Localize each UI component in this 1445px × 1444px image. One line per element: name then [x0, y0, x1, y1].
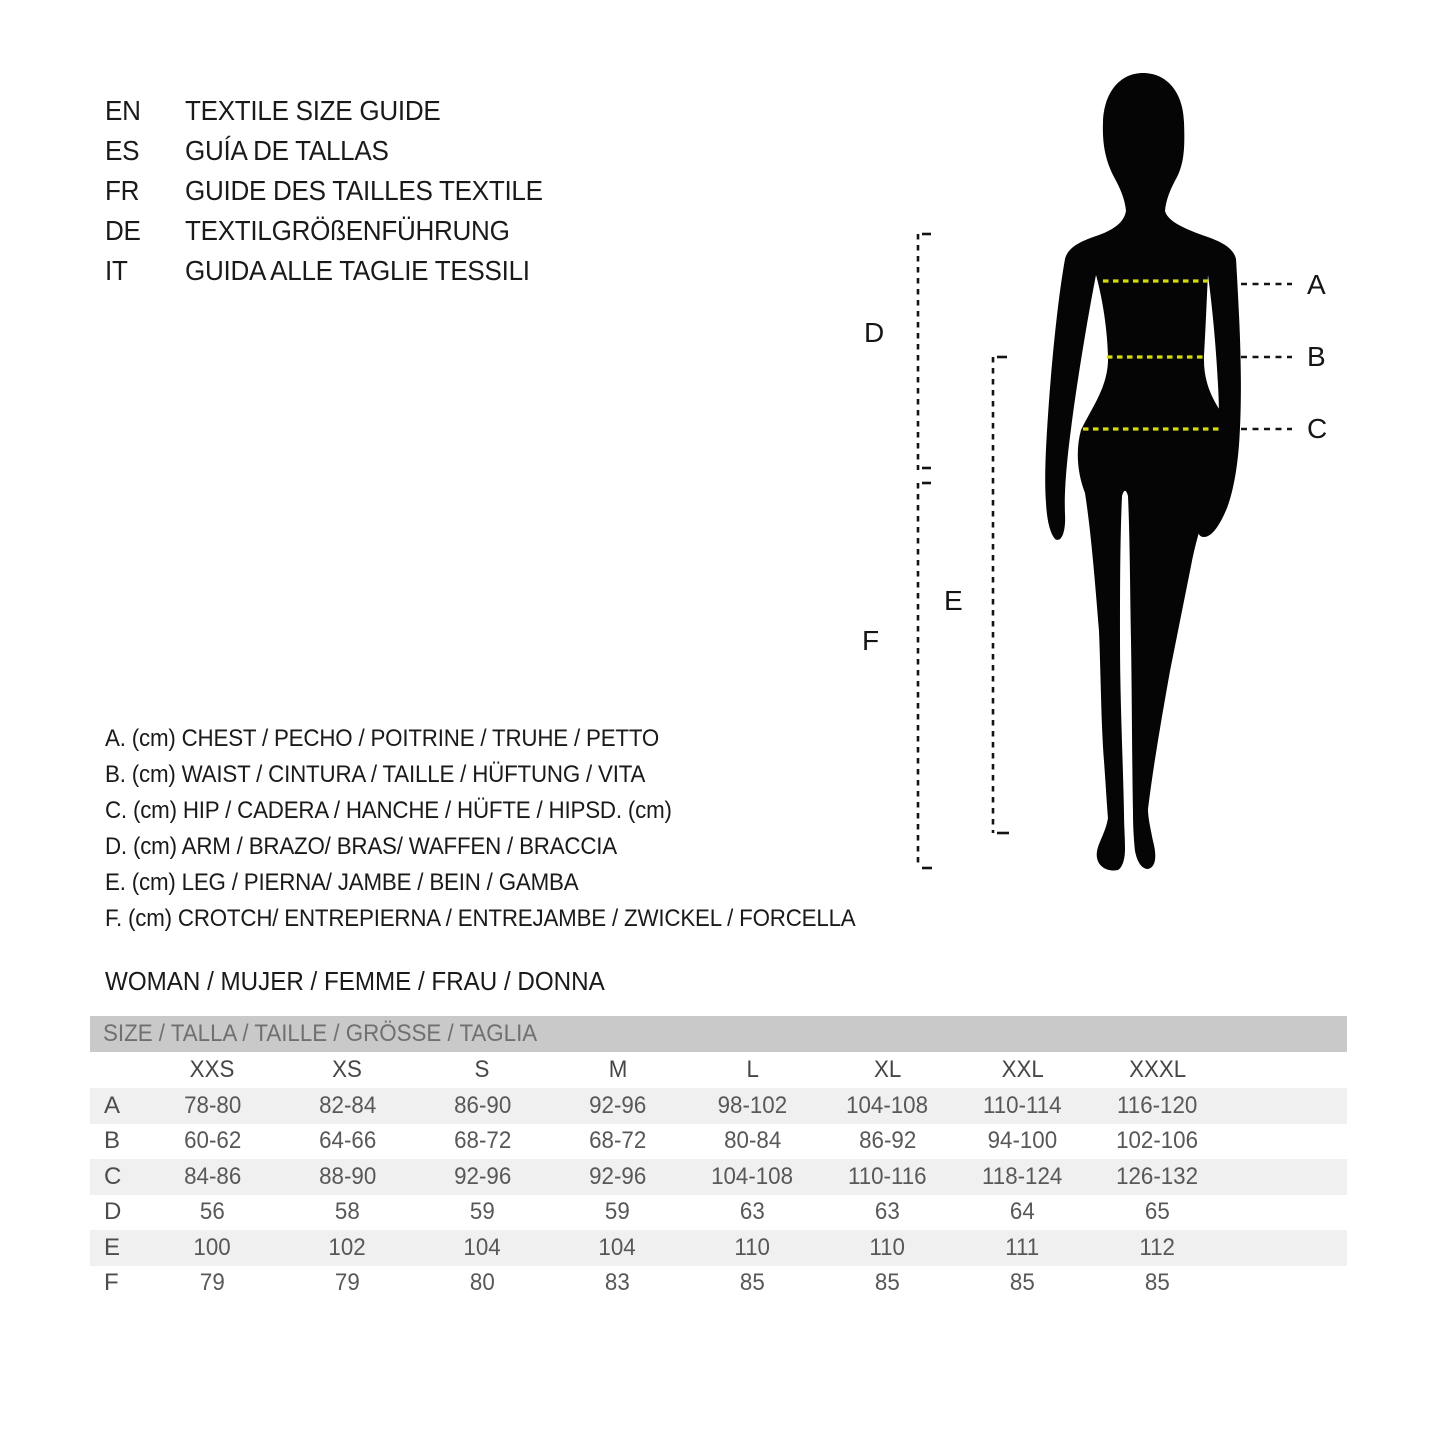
table-row	[90, 1124, 1347, 1160]
language-code: FR	[105, 175, 140, 206]
table-cell: 65	[1145, 1198, 1170, 1226]
table-cell: 116-120	[1117, 1091, 1198, 1119]
table-cell: 79	[200, 1269, 225, 1297]
table-cell: 85	[740, 1269, 765, 1297]
column-header: M	[608, 1056, 627, 1083]
measurement-legend	[105, 721, 912, 937]
size-columns-row	[90, 1052, 1347, 1088]
table-cell: 58	[335, 1198, 360, 1226]
waist-measure-label: B	[1307, 341, 1326, 372]
table-cell: 104-108	[711, 1162, 794, 1190]
table-row	[90, 1230, 1347, 1266]
language-code: ES	[105, 135, 140, 166]
table-cell: 79	[335, 1269, 360, 1297]
legend-line-chest: A. (cm) CHEST / PECHO / POITRINE / TRUHE / PETTO	[105, 725, 660, 752]
guide-title: TEXTILGRÖßENFÜHRUNG	[185, 215, 510, 246]
legend-line-waist: B. (cm) WAIST / CINTURA / TAILLE / HÜFTUNG / VITA	[105, 761, 646, 788]
size-table	[90, 1016, 1347, 1301]
table-cell: 82-84	[318, 1091, 377, 1119]
table-cell: 85	[875, 1269, 900, 1297]
table-cell: 80-84	[723, 1127, 782, 1155]
guide-title: GUIDA ALLE TAGLIE TESSILI	[185, 255, 530, 286]
table-cell: 102	[328, 1233, 367, 1261]
table-cell: 98-102	[717, 1091, 788, 1119]
column-header: XXS	[190, 1056, 235, 1083]
language-code: DE	[105, 215, 141, 246]
table-cell: 104-108	[846, 1091, 929, 1119]
table-cell: 68-72	[588, 1127, 647, 1155]
column-header: L	[746, 1056, 759, 1083]
column-header: XXXL	[1128, 1056, 1187, 1083]
woman-silhouette	[1045, 73, 1241, 871]
table-cell: 100	[193, 1233, 232, 1261]
table-row	[90, 1195, 1347, 1231]
table-cell: 78-80	[183, 1091, 242, 1119]
table-cell: 80	[470, 1269, 495, 1297]
table-cell: 60-62	[183, 1127, 242, 1155]
legend-line-leg: E. (cm) LEG / PIERNA/ JAMBE / BEIN / GAMBA	[105, 869, 579, 896]
hip-measure-label: C	[1307, 413, 1328, 444]
legend-line-arm: D. (cm) ARM / BRAZO/ BRAS/ WAFFEN / BRACCIA	[105, 833, 618, 860]
crotch-measure-label: F	[862, 625, 880, 656]
guide-title: GUIDE DES TAILLES TEXTILE	[185, 175, 543, 206]
list-item	[105, 211, 570, 251]
row-label: A	[104, 1091, 121, 1119]
table-cell: 104	[598, 1233, 637, 1261]
chest-measure-label: A	[1307, 269, 1326, 300]
list-item	[105, 131, 570, 171]
table-cell: 112	[1139, 1233, 1176, 1261]
legend-line-crotch: F. (cm) CROTCH/ ENTREPIERNA / ENTREJAMBE / ZWICKEL / FORCELLA	[105, 905, 856, 932]
table-cell: 110-116	[848, 1162, 927, 1190]
table-cell: 111	[1005, 1233, 1040, 1261]
table-cell: 85	[1010, 1269, 1035, 1297]
gender-section-title: WOMAN / MUJER / FEMME / FRAU / DONNA	[105, 965, 605, 996]
table-cell: 94-100	[987, 1127, 1058, 1155]
guide-title: GUÍA DE TALLAS	[185, 135, 389, 166]
column-header: XS	[332, 1056, 363, 1083]
leg-measure-label: E	[944, 585, 963, 616]
table-cell: 85	[1145, 1269, 1170, 1297]
list-item	[105, 251, 570, 291]
table-cell: 83	[605, 1269, 630, 1297]
table-cell: 84-86	[183, 1162, 242, 1190]
arm-measure-label: D	[864, 317, 885, 348]
table-cell: 102-106	[1116, 1127, 1199, 1155]
column-header: S	[475, 1056, 490, 1083]
list-item	[105, 91, 570, 131]
language-code: EN	[105, 95, 141, 126]
legend-line-hip: C. (cm) HIP / CADERA / HANCHE / HÜFTE / HIPSD. (cm)	[105, 797, 672, 824]
table-cell: 92-96	[588, 1091, 647, 1119]
table-cell: 92-96	[588, 1162, 647, 1190]
table-cell: 86-92	[858, 1127, 917, 1155]
table-cell: 59	[605, 1198, 630, 1226]
table-cell: 59	[470, 1198, 495, 1226]
row-label: C	[104, 1162, 122, 1190]
table-cell: 88-90	[318, 1162, 377, 1190]
table-cell: 63	[875, 1198, 900, 1226]
table-cell: 86-90	[453, 1091, 512, 1119]
table-row	[90, 1088, 1347, 1124]
size-table-header-band: SIZE / TALLA / TAILLE / GRÖSSE / TAGLIA	[90, 1016, 1347, 1052]
table-cell: 56	[200, 1198, 225, 1226]
column-header: XXL	[1001, 1056, 1044, 1083]
table-cell: 92-96	[453, 1162, 512, 1190]
row-label: B	[104, 1127, 121, 1155]
table-cell: 126-132	[1116, 1162, 1199, 1190]
table-cell: 104	[463, 1233, 502, 1261]
table-cell: 63	[740, 1198, 765, 1226]
table-cell: 64	[1010, 1198, 1035, 1226]
table-cell: 110-114	[983, 1091, 1062, 1119]
list-item	[105, 171, 570, 211]
row-label: F	[104, 1269, 119, 1297]
language-title-list	[105, 91, 570, 291]
column-header: XL	[873, 1056, 902, 1083]
table-row	[90, 1266, 1347, 1302]
table-cell: 110	[869, 1233, 906, 1261]
row-label: E	[104, 1233, 121, 1261]
row-label: D	[104, 1198, 122, 1226]
guide-title: TEXTILE SIZE GUIDE	[185, 95, 441, 126]
table-row	[90, 1159, 1347, 1195]
table-cell: 118-124	[982, 1162, 1063, 1190]
language-code: IT	[105, 255, 128, 286]
table-cell: 68-72	[453, 1127, 512, 1155]
table-cell: 110	[734, 1233, 771, 1261]
table-cell: 64-66	[318, 1127, 377, 1155]
